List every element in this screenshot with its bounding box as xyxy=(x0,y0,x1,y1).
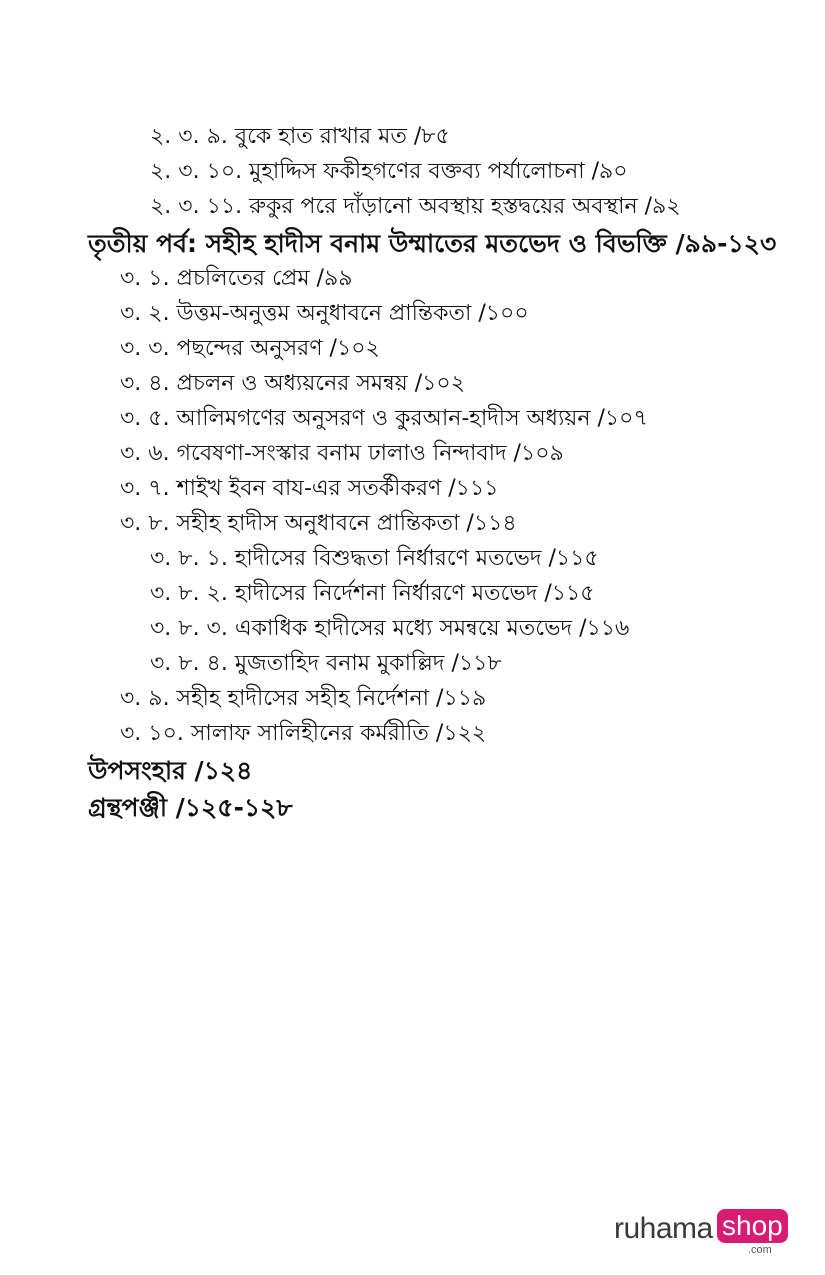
toc-entry: ৩. ৯. সহীহ হাদীসের সহীহ নির্দেশনা /১১৯ xyxy=(120,686,487,711)
toc-entry: ৩. ৪. প্রচলন ও অধ্যয়নের সমন্বয় /১০২ xyxy=(120,371,466,396)
toc-entry: ৩. ৮. ৩. একাধিক হাদীসের মধ্যে সমন্বয়ে মতভেদ /১১৬ xyxy=(150,616,630,641)
toc-entry: ৩. ৮. সহীহ হাদীস অনুধাবনে প্রান্তিকতা /১১৪ xyxy=(120,511,517,536)
ruhamashop-logo xyxy=(614,1206,784,1258)
logo-com-text: .com xyxy=(748,1244,772,1256)
toc-entry: ৩. ৬. গবেষণা-সংস্কার বনাম ঢালাও নিন্দাবাদ /১০৯ xyxy=(120,441,564,466)
toc-entry: ৩. ৮. ১. হাদীসের বিশুদ্ধতা নির্ধারণে মতভেদ /১১৫ xyxy=(150,546,599,571)
toc-entry: ২. ৩. ১১. রুকুর পরে দাঁড়ানো অবস্থায় হস্তদ্বয়ের অবস্থান /৯২ xyxy=(150,194,681,219)
logo-shop-badge: shop xyxy=(717,1209,788,1243)
toc-entry: ৩. ১. প্রচলিতের প্রেম /৯৯ xyxy=(120,266,353,291)
toc-entry: ২. ৩. ১০. মুহাদ্দিস ফকীহগণের বক্তব্য পর্যালোচনা /৯০ xyxy=(150,159,628,184)
toc-entry: ৩. ৮. ২. হাদীসের নির্দেশনা নির্ধারণে মতভেদ /১১৫ xyxy=(150,581,595,606)
toc-entry: ৩. ৫. আলিমগণের অনুসরণ ও কুরআন-হাদীস অধ্যয়ন /১০৭ xyxy=(120,406,648,431)
logo-ruhama-text: ruhama xyxy=(614,1212,713,1245)
toc-heading-bibliography: গ্রন্থপঞ্জী /১২৫-১২৮ xyxy=(88,793,293,822)
toc-entry: ৩. ১০. সালাফ সালিহীনের কর্মরীতি /১২২ xyxy=(120,721,487,746)
toc-heading-conclusion: উপসংহার /১২৪ xyxy=(88,756,253,785)
toc-entry: ৩. ২. উত্তম-অনুত্তম অনুধাবনে প্রান্তিকতা /১০০ xyxy=(120,301,529,326)
toc-entry: ৩. ৮. ৪. মুজতাহিদ বনাম মুকাল্লিদ /১১৮ xyxy=(150,651,502,676)
toc-part-heading: তৃতীয় পর্ব: সহীহ হাদীস বনাম উম্মাতের মতভেদ ও বিভক্তি /৯৯-১২৩ xyxy=(88,229,777,258)
toc-entry: ৩. ৩. পছন্দের অনুসরণ /১০২ xyxy=(120,336,380,361)
toc-entry: ৩. ৭. শাইখ ইবন বায-এর সতর্কীকরণ /১১১ xyxy=(120,476,499,501)
toc-entry: ২. ৩. ৯. বুকে হাত রাখার মত /৮৫ xyxy=(150,124,450,149)
